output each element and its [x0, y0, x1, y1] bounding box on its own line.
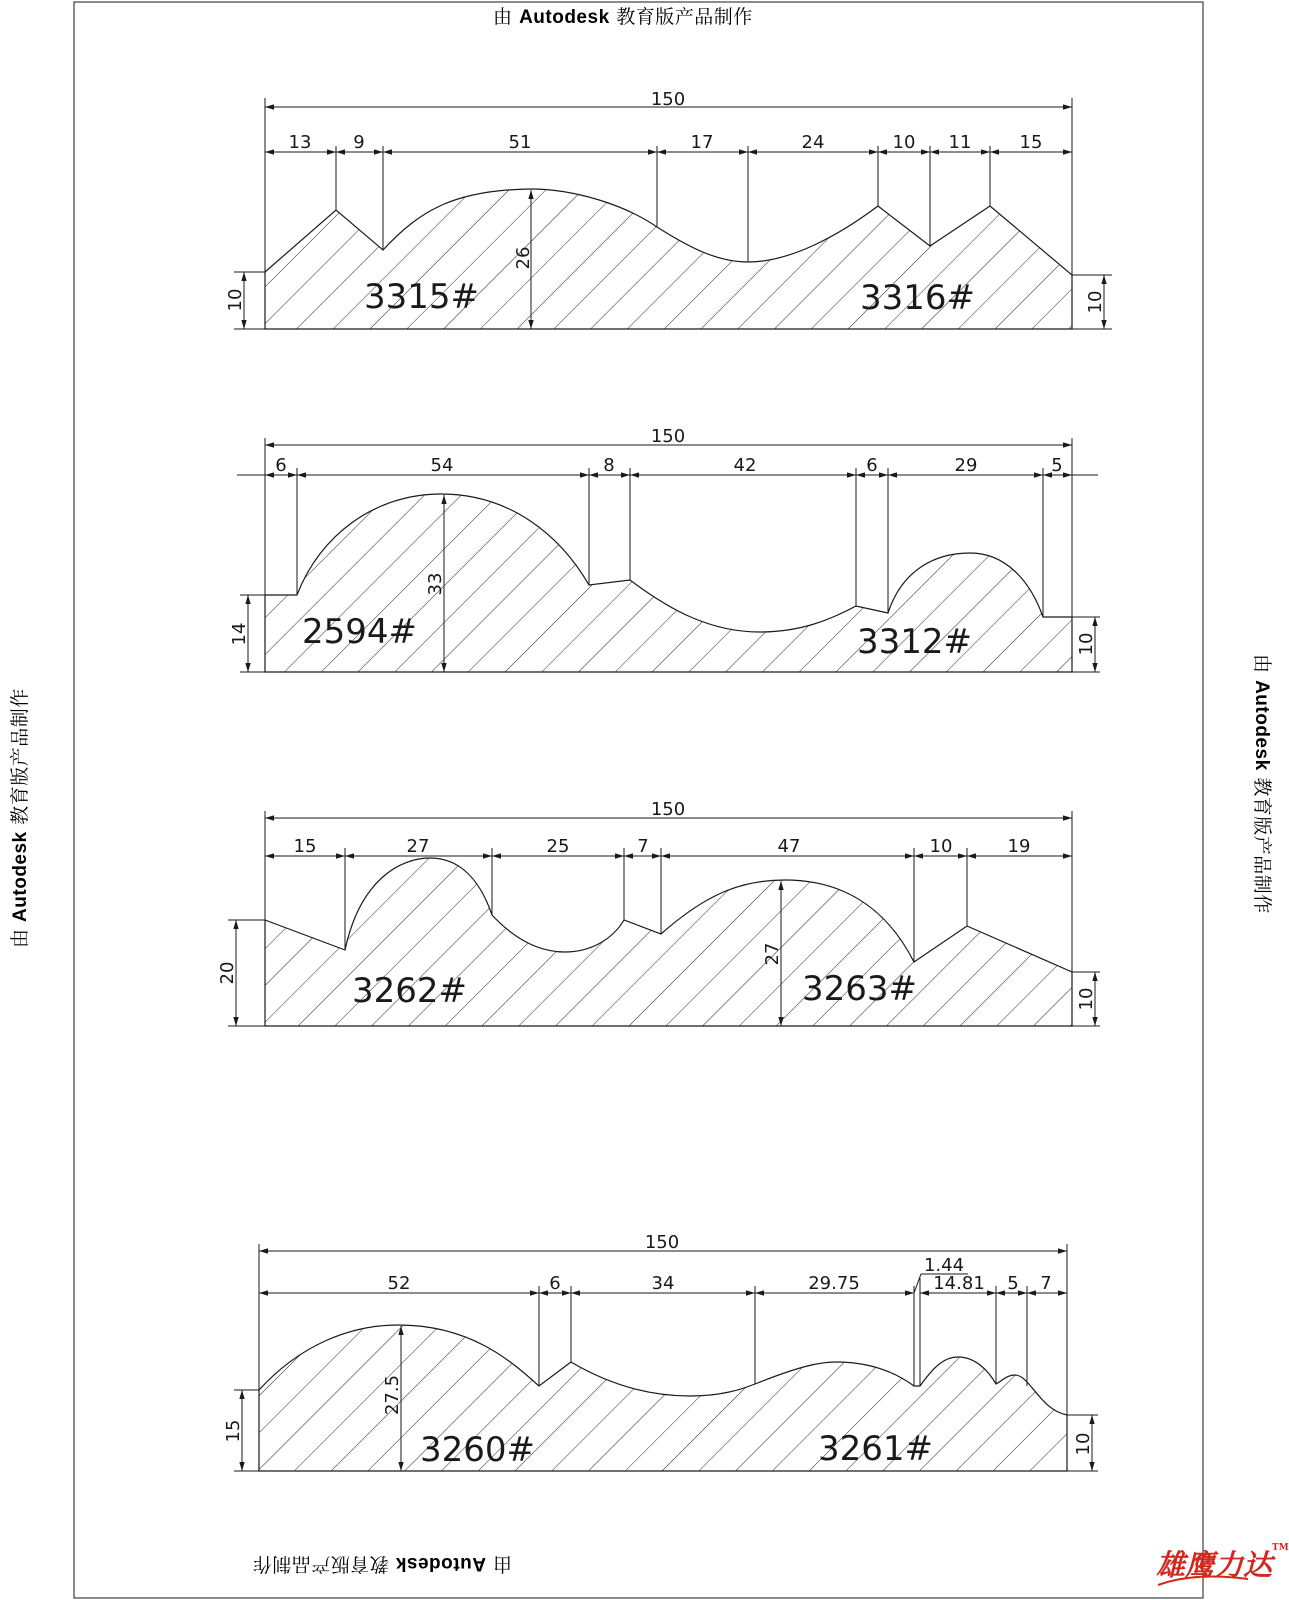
profile-label: 3262#	[352, 971, 468, 1011]
profile-drawing-3	[217, 799, 1100, 1026]
dim-height: 14	[229, 622, 250, 646]
dim-segment: 14.81	[933, 1273, 985, 1294]
dim-segment: 5	[1007, 1273, 1019, 1294]
dim-segment: 8	[603, 455, 615, 476]
dim-segment: 5	[1051, 455, 1063, 476]
dim-segment: 52	[387, 1273, 411, 1294]
profile-drawing-2	[229, 426, 1100, 672]
watermark-prefix: 由	[493, 6, 513, 28]
dim-segment: 7	[637, 836, 649, 857]
dim-overall: 150	[650, 426, 686, 447]
brand-logo	[1156, 1543, 1289, 1584]
dim-height: 10	[1076, 632, 1097, 656]
logo-trademark: TM	[1272, 1543, 1289, 1553]
dim-segment: 29	[954, 455, 978, 476]
watermark-prefix: 由	[9, 928, 31, 948]
watermark-prefix: 由	[1251, 654, 1273, 674]
watermark-brand: Autodesk	[1251, 680, 1272, 771]
watermark-prefix: 由	[492, 1553, 512, 1575]
dim-segment: 10	[892, 132, 916, 153]
dim-segment: 11	[948, 132, 972, 153]
profile-shape	[259, 1325, 1067, 1471]
watermark-suffix: 教育版产品制作	[252, 1553, 389, 1575]
dim-segment: 29.75	[808, 1273, 860, 1294]
dim-height: 10	[1085, 290, 1106, 314]
dim-segment: 27	[406, 836, 430, 857]
dim-segment: 24	[801, 132, 825, 153]
dim-segment: 19	[1007, 836, 1031, 857]
dim-segment: 9	[353, 132, 365, 153]
dim-segment: 7	[1040, 1273, 1052, 1294]
watermark-suffix: 教育版产品制作	[1251, 777, 1273, 914]
dim-height: 10	[1073, 1432, 1094, 1456]
profile-label: 3316#	[860, 278, 976, 318]
profile-label: 3263#	[802, 969, 918, 1009]
dim-segment: 13	[288, 132, 312, 153]
dim-height: 10	[1076, 987, 1097, 1011]
dim-height: 27	[762, 942, 783, 966]
dim-segment: 6	[275, 455, 287, 476]
dim-segment: 6	[866, 455, 878, 476]
dim-segment: 15	[293, 836, 317, 857]
dim-segment: 10	[929, 836, 953, 857]
dim-height: 15	[223, 1419, 244, 1443]
dim-segment: 1.44	[923, 1255, 965, 1276]
dim-overall: 150	[650, 89, 686, 110]
dim-overall: 150	[650, 799, 686, 820]
profile-label: 3312#	[857, 622, 973, 662]
profile-drawing-1	[225, 89, 1112, 329]
watermark-suffix: 教育版产品制作	[9, 688, 31, 825]
logo-text: 雄鹰力达	[1156, 1548, 1273, 1582]
dim-height: 26	[513, 246, 534, 270]
dim-height: 10	[225, 288, 246, 312]
dim-segment: 25	[546, 836, 570, 857]
watermark-brand: Autodesk	[519, 7, 610, 28]
profile-label: 3261#	[818, 1429, 934, 1469]
dim-segment: 15	[1019, 132, 1043, 153]
dim-height: 27.5	[382, 1374, 403, 1416]
profile-label: 3315#	[364, 277, 480, 317]
profile-label: 2594#	[302, 612, 418, 652]
dim-height: 33	[425, 572, 446, 596]
logo-swoosh	[1156, 1573, 1251, 1587]
dim-segment: 34	[651, 1273, 675, 1294]
dim-segment: 51	[508, 132, 532, 153]
dim-height: 20	[217, 961, 238, 985]
watermark-brand: Autodesk	[395, 1553, 486, 1574]
dim-segment: 54	[430, 455, 454, 476]
profile-drawing-4	[223, 1232, 1098, 1471]
watermark-suffix: 教育版产品制作	[616, 6, 753, 28]
dim-segment: 6	[549, 1273, 561, 1294]
dim-overall: 150	[644, 1232, 680, 1253]
dim-segment: 47	[777, 836, 801, 857]
dim-segment: 17	[690, 132, 714, 153]
watermark-brand: Autodesk	[10, 831, 31, 922]
profile-label: 3260#	[420, 1430, 536, 1470]
dim-segment: 42	[733, 455, 757, 476]
